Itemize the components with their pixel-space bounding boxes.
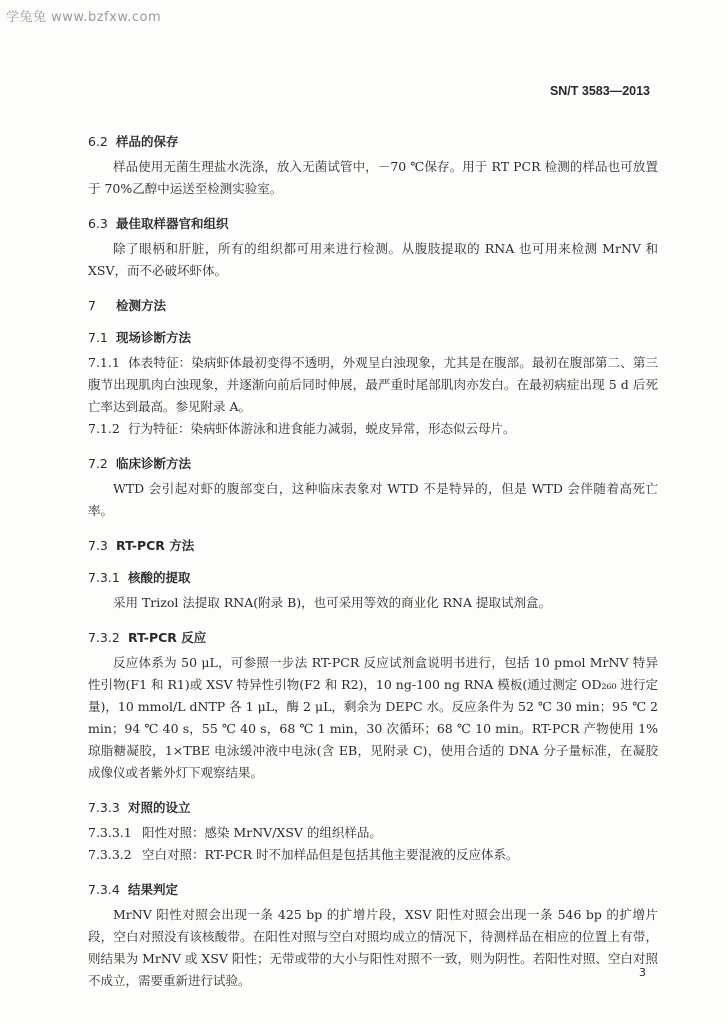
section-heading (88, 214, 658, 232)
paragraph: 反应体系为 50 μL，可参照一步法 RT-PCR 反应试剂盒说明书进行，包括 10 pmol MrNV 特异性引物(F1 和 R1)或 XSV 特异性引物(F2 和 R2)，10 ng-100 ng RNA 模板(通过测定 OD₂₆₀ 进行定量)，10 mmol/L dNTP 各 1 μL，酶 2 μL，剩余为 DEPC 水。反应条件为 52 ℃ 30 min；95 ℃ 2 min；94 ℃ 40 s，55 ℃ 40 s，68 ℃ 1 min，30 次循环；68 ℃ 10 min。RT-PCR 产物使用 1%琼脂糖凝胶，1×TBE 电泳缓冲液中电泳(含 EB，见附录 C)，使用合适的 DNA 分子量标准，在凝胶成像仪或者紫外灯下观察结果。 (88, 655, 658, 780)
paragraph: MrNV 阳性对照会出现一条 425 bp 的扩增片段，XSV 阳性对照会出现一条 546 bp 的扩增片段，空白对照没有该核酸带。在阳性对照与空白对照均成立的情况下，待测样品在相应的位置上有带，则结果为 MrNV 或 XSV 阳性；无带或带的大小与阳性对照不一致，则为阴性。若阳性对照、空白对照不成立，需要重新进行试验。 (88, 907, 658, 988)
section-title: 检测方法 (116, 298, 167, 313)
clause-item (88, 822, 658, 844)
section-number: 7.3.4 (88, 882, 120, 897)
clause-text: 空白对照：RT-PCR 时不加样品但是包括其他主要混液的反应体系。 (142, 847, 519, 862)
clause-number: 7.1.2 (88, 421, 120, 436)
paragraph: 采用 Trizol 法提取 RNA(附录 B)，也可采用等效的商业化 RNA 提取试剂盒。 (113, 595, 551, 610)
clause-item (88, 352, 658, 418)
clause-number: 7.3.3.1 (88, 825, 132, 840)
section-heading (88, 132, 658, 150)
section-number: 7 (88, 298, 96, 313)
document-body (88, 118, 658, 996)
clause-number: 7.1.1 (88, 355, 120, 370)
section-title: 临床诊断方法 (116, 456, 192, 471)
section-number: 7.3.1 (88, 570, 120, 585)
section-heading (88, 880, 658, 898)
section-heading (88, 328, 658, 346)
section-title: 样品的保存 (116, 134, 179, 149)
section-heading (88, 568, 658, 586)
page-number: 3 (639, 966, 646, 979)
paragraph: 除了眼柄和肝脏，所有的组织都可用来进行检测。从腹肢提取的 RNA 也可用来检测 MrNV 和 XSV，而不必破坏虾体。 (88, 241, 658, 278)
section-number: 7.3.2 (88, 630, 120, 645)
paragraph: WTD 会引起对虾的腹部变白，这种临床表象对 WTD 不是特异的，但是 WTD 会伴随着高死亡率。 (88, 481, 658, 518)
section-heading (88, 296, 658, 314)
section-heading (88, 798, 658, 816)
section-heading (88, 536, 658, 554)
section-number: 6.2 (88, 134, 108, 149)
section-heading (88, 628, 658, 646)
section-number: 7.3 (88, 538, 108, 553)
clause-text: 阳性对照：感染 MrNV/XSV 的组织样品。 (142, 825, 382, 840)
section-title: RT-PCR 方法 (116, 538, 195, 553)
clause-text: 行为特征：染病虾体游泳和进食能力减弱，蜕皮异常，形态似云母片。 (128, 421, 516, 436)
section-title: 对照的设立 (128, 800, 191, 815)
section-title: 现场诊断方法 (116, 330, 192, 345)
section-title: 最佳取样器官和组织 (116, 216, 229, 231)
standard-code: SN/T 3583—2013 (549, 84, 650, 98)
paragraph: 样品使用无菌生理盐水洗涤，放入无菌试管中，－70 ℃保存。用于 RT PCR 检测的样品也可放置于 70%乙醇中运送至检测实验室。 (88, 159, 658, 196)
section-number: 7.2 (88, 456, 108, 471)
section-title: RT-PCR 反应 (128, 630, 207, 645)
clause-item (88, 418, 658, 440)
clause-item (88, 844, 658, 866)
section-number: 7.1 (88, 330, 108, 345)
section-title: 结果判定 (128, 882, 179, 897)
section-number: 6.3 (88, 216, 108, 231)
section-heading (88, 454, 658, 472)
clause-text: 体表特征：染病虾体最初变得不透明，外观呈白浊现象，尤其是在腹部。最初在腹部第二、第三腹节出现肌肉白浊现象，并逐渐向前后同时伸展，最严重时尾部肌肉亦发白。在最初病症出现 5 d 后死亡率达到最高。参见附录 A。 (88, 355, 658, 414)
section-title: 核酸的提取 (128, 570, 191, 585)
watermark: 学兔兔 www.bzfxw.com (6, 10, 162, 25)
section-number: 7.3.3 (88, 800, 120, 815)
clause-number: 7.3.3.2 (88, 847, 132, 862)
